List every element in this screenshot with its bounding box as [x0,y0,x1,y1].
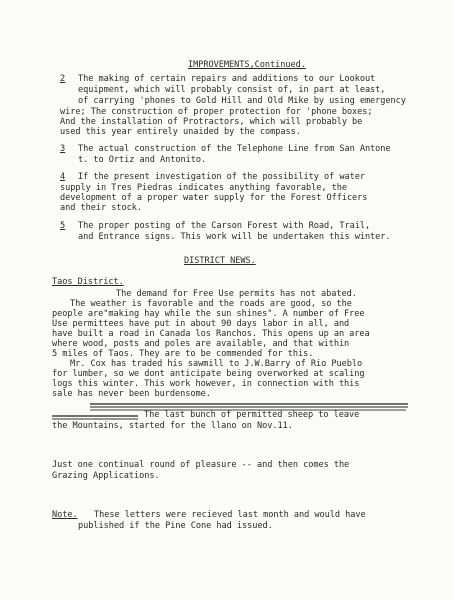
item-4-line-2: supply in Tres Piedras indicates anything favorable, the [60,183,347,193]
item-5-number: 5 [60,221,66,231]
item-4-line-3: development of a proper water supply for the Forest Officers [60,193,368,203]
taos-line-9: for lumber, so we dont anticipate being overworked at scaling [52,369,365,379]
item-5-line-2: and Entrance signs. This work will be undertaken this winter. [78,232,391,242]
improvements-heading: IMPROVEMENTS,Continued. [188,60,306,70]
taos-line-2: The weather is favorable and the roads are good, so the [70,299,352,309]
item-2-number: 2 [60,74,66,84]
item-2-line-1: The making of certain repairs and additions to our Lookout [78,74,376,84]
taos-line-8: Mr. Cox has traded his sawmill to J.W.Barry of Rio Pueblo [70,359,363,369]
item-3-line-2: t. to Ortiz and Antonito. [78,155,207,165]
item-4-line-4: and their stock. [60,203,142,213]
item-5-line-1: The proper posting of the Carson Forest with Road, Trail, [78,221,371,231]
item-2-line-3: of carrying 'phones to Gold Hill and Old Mike by using emergency [78,96,406,106]
sheep-line-2: the Mountains, started for the llano on Nov.11. [52,421,293,431]
taos-line-7: 5 miles of Taos. They are to be commended for this. [52,349,314,359]
note-label: Note. [52,510,78,520]
taos-line-1: The demand for Free Use permits has not abated. [116,289,357,299]
item-3-number: 3 [60,144,66,154]
taos-line-5: have built a road in Canada los Ranchos. This opens up an area [52,329,370,339]
taos-line-3: people are"making hay while the sun shines". A number of Free [52,309,365,319]
pleasure-line: Just one continual round of pleasure -- and then comes the [52,460,350,470]
taos-line-11: sale has never been burdensome. [52,389,211,399]
taos-district-heading: Taos District. [52,277,124,287]
item-2-line-5: And the installation of Protractors, which will probably be [60,117,363,127]
note-line-2: published if the Pine Cone had issued. [78,521,273,531]
item-2-line-4: wire; The construction of proper protection for 'phone boxes; [60,107,373,117]
taos-line-4: Use permittees have put in about 90 days labor in all, and [52,319,350,329]
item-4-line-1: If the present investigation of the possibility of water [78,172,365,182]
taos-line-10: logs this winter. This work however, in connection with this [52,379,360,389]
item-2-line-2: equipment, which will probably consist of, in part at least, [78,85,386,95]
note-line-1: These letters were recieved last month and would have [94,510,366,520]
item-4-number: 4 [60,172,66,182]
sheep-line-1: The last bunch of permitted sheep to leave [144,410,360,420]
item-2-line-6: used this year entirely unaided by the compass. [60,127,301,137]
item-3-line-1: The actual construction of the Telephone Line from San Antone [78,144,391,154]
district-news-heading: DISTRICT NEWS. [184,256,256,266]
taos-line-6: where wood, posts and poles are available, and that within [52,339,350,349]
grazing-line: Grazing Applications. [52,471,160,481]
struck-out-fragment [52,412,138,421]
